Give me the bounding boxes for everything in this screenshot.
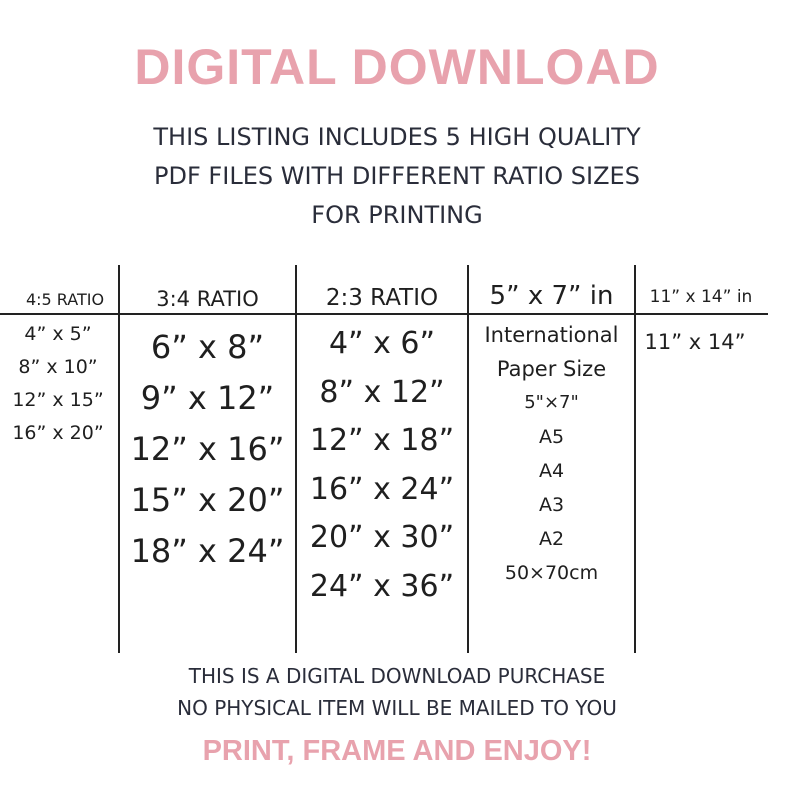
size-item: 12” x 16”	[130, 430, 285, 468]
notice-line: NO PHYSICAL ITEM WILL BE MAILED TO YOU	[177, 696, 617, 720]
size-item: 8” x 12”	[319, 374, 445, 410]
sizes-4-5-list	[0, 318, 116, 450]
size-item: 50×70cm	[504, 562, 599, 584]
size-item: A2	[538, 528, 565, 550]
sizes-5x7-list	[469, 318, 634, 590]
size-item: A3	[538, 494, 565, 516]
size-item: A4	[538, 460, 565, 482]
size-item: 12” x 15”	[12, 389, 104, 411]
size-item: 18” x 24”	[130, 532, 285, 570]
size-item: 9” x 12”	[140, 379, 275, 417]
description-line: THIS LISTING INCLUDES 5 HIGH QUALITY	[153, 123, 641, 151]
size-item: International	[484, 323, 619, 347]
column-header-5x7: 5” x 7” in	[489, 281, 614, 311]
sizes-2-3-list	[297, 320, 467, 611]
sizes-11x14-list	[636, 325, 754, 359]
column-header-2-3: 2:3 RATIO	[325, 285, 439, 311]
page-title: DIGITAL DOWNLOAD	[134, 39, 660, 95]
size-item: 16” x 20”	[12, 422, 104, 444]
size-item: Paper Size	[496, 357, 607, 381]
size-item: A5	[538, 426, 565, 448]
column-header-4-5: 4:5 RATIO	[25, 290, 105, 309]
size-item: 15” x 20”	[130, 481, 285, 519]
size-item: 6” x 8”	[150, 328, 265, 366]
description-line: PDF FILES WITH DIFFERENT RATIO SIZES	[154, 162, 640, 190]
purchase-notice	[0, 660, 794, 724]
description-line: FOR PRINTING	[311, 201, 483, 229]
column-header-11x14: 11” x 14” in	[649, 287, 753, 307]
size-item: 11” x 14”	[644, 330, 746, 354]
size-item: 12” x 18”	[309, 423, 455, 458]
notice-line: THIS IS A DIGITAL DOWNLOAD PURCHASE	[188, 664, 606, 688]
size-item: 24” x 36”	[309, 568, 455, 604]
header-divider	[0, 313, 768, 315]
size-item: 16” x 24”	[309, 471, 455, 507]
sizes-3-4-list	[120, 322, 295, 577]
size-item: 8” x 10”	[18, 356, 98, 378]
column-divider	[634, 265, 636, 653]
size-item: 5"×7"	[524, 392, 579, 413]
column-header-3-4: 3:4 RATIO	[156, 287, 259, 311]
size-item: 20” x 30”	[309, 520, 455, 555]
size-item: 4” x 6”	[328, 326, 436, 361]
listing-description	[0, 118, 794, 235]
closing-message: PRINT, FRAME AND ENJOY!	[202, 735, 592, 767]
size-item: 4” x 5”	[24, 323, 92, 345]
